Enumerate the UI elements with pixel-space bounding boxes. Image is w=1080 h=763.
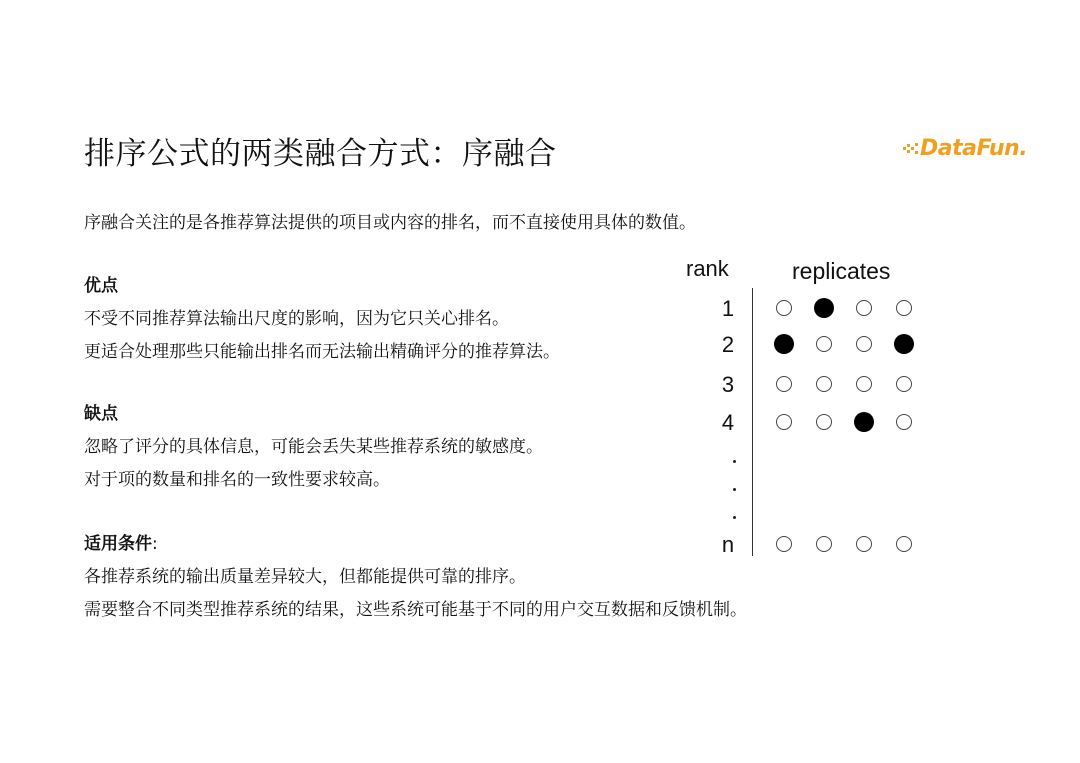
conditions-line: 各推荐系统的输出质量差异较大，但都能提供可靠的排序。 — [84, 567, 526, 587]
ellipsis-dot — [733, 488, 736, 491]
empty-circle — [776, 376, 792, 392]
conditions-section — [84, 528, 747, 627]
conditions-line: 需要整合不同类型推荐系统的结果，这些系统可能基于不同的用户交互数据和反馈机制。 — [84, 600, 747, 620]
empty-circle — [776, 536, 792, 552]
page-title: 排序公式的两类融合方式：序融合 — [84, 136, 557, 172]
rank-label-2: 2 — [721, 332, 735, 357]
cons-line: 忽略了评分的具体信息，可能会丢失某些推荐系统的敏感度。 — [84, 437, 543, 457]
empty-circle — [856, 300, 872, 316]
empty-circle — [896, 300, 912, 316]
empty-circle — [816, 336, 832, 352]
empty-circle — [816, 536, 832, 552]
logo-dots-icon — [903, 142, 919, 156]
empty-circle — [816, 414, 832, 430]
empty-circle — [776, 414, 792, 430]
pros-line: 更适合处理那些只能输出排名而无法输出精确评分的推荐算法。 — [84, 342, 560, 362]
conditions-colon: : — [152, 534, 158, 554]
cons-section — [84, 398, 543, 497]
rank-label-3: 3 — [721, 372, 735, 397]
empty-circle — [856, 376, 872, 392]
empty-circle — [856, 336, 872, 352]
filled-circle — [894, 334, 914, 354]
datafun-logo — [903, 136, 1027, 161]
empty-circle — [896, 376, 912, 392]
conditions-heading-row — [84, 528, 747, 561]
rank-header: rank — [686, 256, 729, 281]
filled-circle — [774, 334, 794, 354]
ellipsis-dot — [733, 516, 736, 519]
rank-label-n: n — [721, 532, 735, 557]
cons-line: 对于项的数量和排名的一致性要求较高。 — [84, 470, 390, 490]
logo-text: DataFun. — [920, 136, 1028, 161]
intro-text: 序融合关注的是各推荐算法提供的项目或内容的排名，而不直接使用具体的数值。 — [84, 213, 696, 233]
pros-heading: 优点 — [84, 276, 118, 296]
rank-label-1: 1 — [721, 296, 735, 321]
pros-line: 不受不同推荐算法输出尺度的影响，因为它只关心排名。 — [84, 309, 509, 329]
conditions-heading: 适用条件 — [84, 534, 152, 554]
cons-heading: 缺点 — [84, 404, 118, 424]
empty-circle — [816, 376, 832, 392]
empty-circle — [896, 414, 912, 430]
replicates-header: replicates — [792, 258, 891, 284]
pros-section — [84, 270, 560, 369]
filled-circle — [814, 298, 834, 318]
empty-circle — [776, 300, 792, 316]
ellipsis-dot — [733, 460, 736, 463]
divider-line — [752, 288, 753, 556]
empty-circle — [896, 536, 912, 552]
filled-circle — [854, 412, 874, 432]
rank-label-4: 4 — [721, 410, 735, 435]
empty-circle — [856, 536, 872, 552]
rank-replicates-figure — [680, 252, 920, 562]
